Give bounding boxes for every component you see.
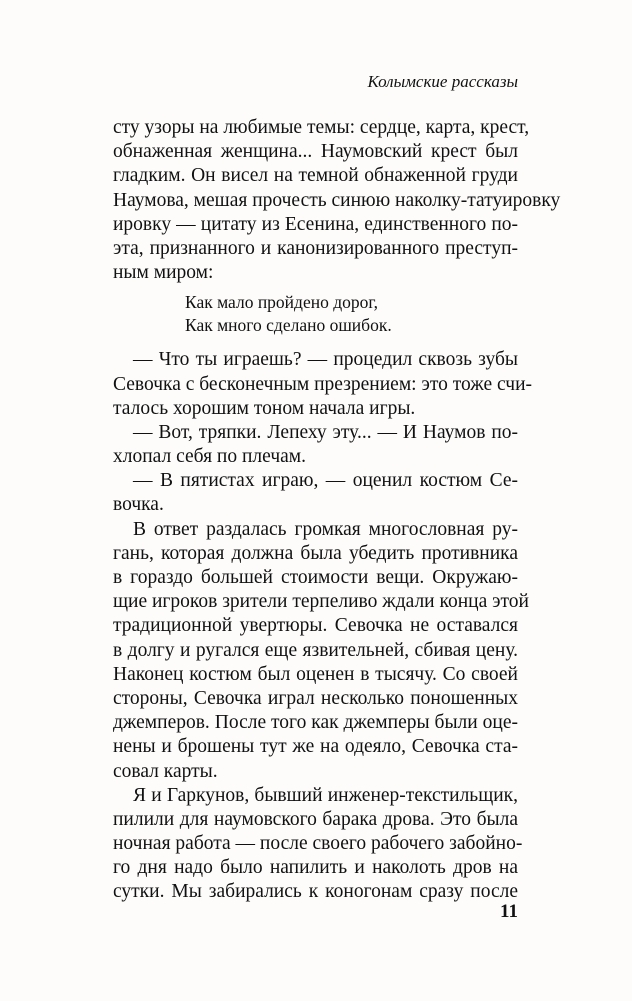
text-line: Наумова, мешая прочесть синюю наколку-татуировку — [113, 189, 561, 211]
text-line: Я и Гаркунов, бывший инженер-текстильщик, — [133, 784, 518, 806]
text-line: гань, которая должна была убедить противника — [113, 542, 518, 564]
text-line: ным миром: — [113, 262, 214, 284]
text-line: сутки. Мы забирались к коногонам сразу после — [113, 881, 518, 903]
text-line: — В пятистах играю, — оценил костюм Се- — [133, 470, 518, 492]
text-line: нены и брошены тут же на одеяло, Севочка ста- — [113, 736, 518, 758]
text-line: В ответ раздалась громкая многословная ру- — [133, 518, 518, 540]
text-line: Севочка с бесконечным презрением: это тоже счи- — [113, 373, 533, 395]
verse-line: Как много сделано ошибок. — [185, 315, 392, 336]
text-line: щие игроков зрители терпеливо ждали конца этой — [113, 591, 529, 613]
body-text — [113, 116, 561, 905]
text-line: сту узоры на любимые темы: сердце, карта, крест, — [113, 117, 530, 138]
text-line: в гораздо большей стоимости вещи. Окружаю- — [113, 567, 518, 588]
text-line: гладким. Он висел на темной обнаженной груди — [113, 165, 518, 187]
text-line: эта, признанного и канонизированного преступ- — [113, 237, 518, 259]
text-line: пилили для наумовского барака дрова. Это была — [113, 808, 518, 830]
paragraph — [113, 784, 523, 905]
text-line: талось хорошим тоном начала игры. — [113, 397, 416, 419]
paragraph — [113, 348, 533, 421]
text-line: ировку — цитату из Есенина, единственного по- — [113, 213, 518, 235]
paragraph — [113, 421, 518, 469]
paragraph — [113, 116, 561, 285]
page-number: 11 — [500, 901, 518, 922]
text-line: стороны, Севочка играл несколько поношенных — [113, 687, 518, 709]
running-header: Колымские рассказы — [367, 72, 518, 91]
text-line: — Вот, тряпки. Лепеху эту... — И Наумов по- — [133, 421, 518, 443]
text-line: традиционной увертюры. Севочка не оставался — [113, 615, 518, 637]
text-line: ночная работа — после своего рабочего забойно- — [113, 833, 523, 855]
text-line: — Что ты играешь? — процедил сквозь зубы — [133, 349, 518, 371]
text-line: совал карты. — [113, 760, 218, 782]
text-line: го дня надо было напилить и наколоть дров на — [113, 857, 518, 879]
text-line: обнаженная женщина... Наумовский крест был — [113, 141, 518, 163]
text-line: хлопал себя по плечам. — [113, 446, 307, 468]
verse-line: Как мало пройдено дорог, — [185, 292, 378, 313]
verse-quote — [113, 291, 518, 337]
paragraph — [113, 518, 529, 784]
text-line: джемперов. После того как джемперы были оце- — [113, 712, 518, 734]
text-line: в долгу и ругался еще язвительней, сбивая цену. — [113, 639, 518, 661]
paragraph — [113, 469, 518, 517]
text-line: вочка. — [113, 494, 164, 516]
text-line: Наконец костюм был оценен в тысячу. Со своей — [113, 663, 518, 685]
